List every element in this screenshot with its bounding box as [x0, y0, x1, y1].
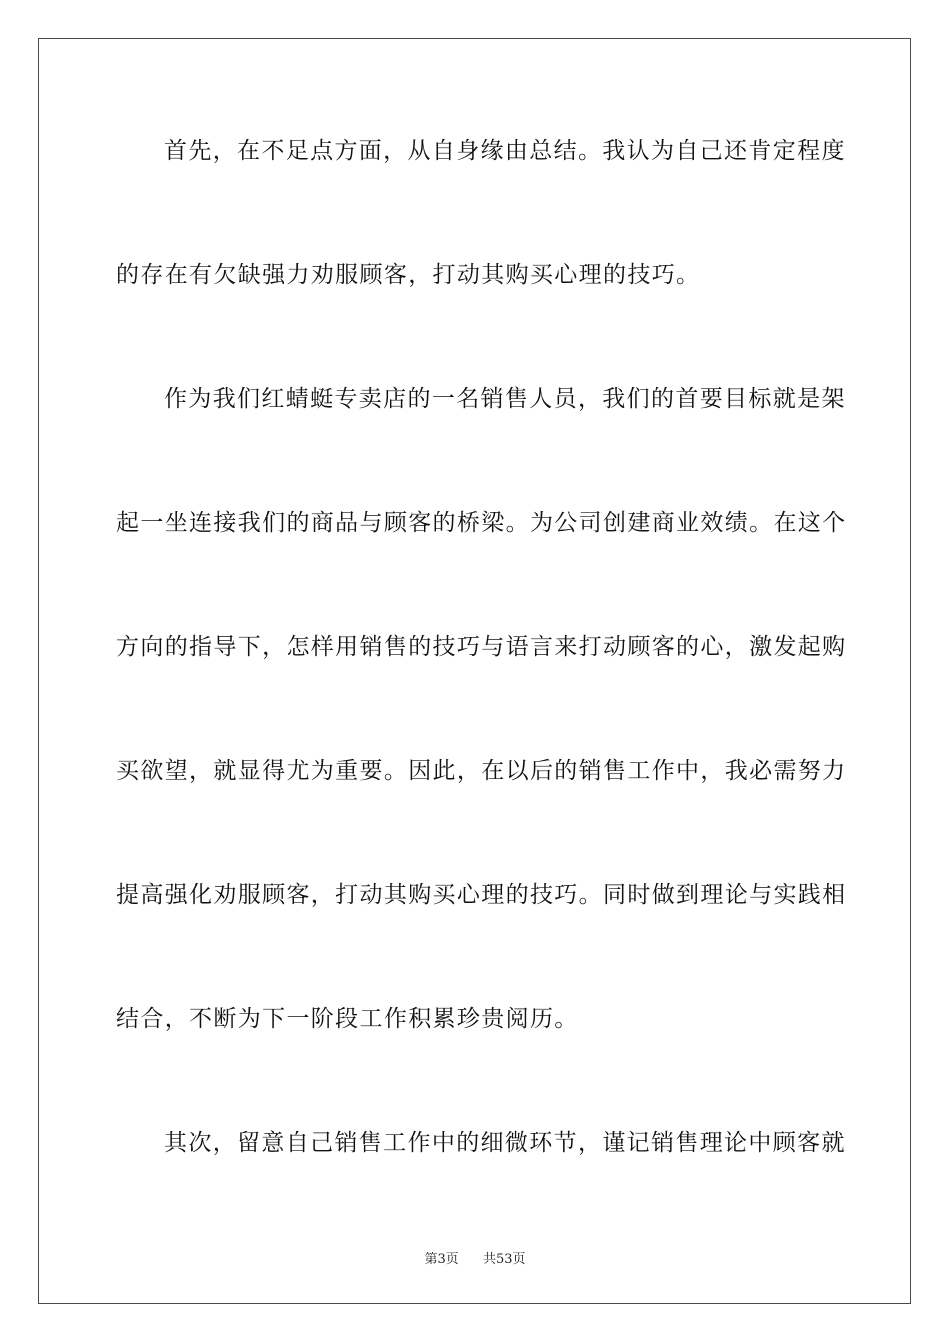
paragraph-line: 其次，留意自己销售工作中的细微环节，谨记销售理论中顾客就	[164, 1130, 846, 1156]
paragraph-line: 起一坐连接我们的商品与顾客的桥梁。为公司创建商业效绩。在这个	[116, 510, 847, 536]
page-number: 第3页	[424, 1252, 459, 1267]
page-border	[38, 38, 911, 1304]
paragraph-line: 作为我们红蜻蜓专卖店的一名销售人员，我们的首要目标就是架	[164, 386, 846, 412]
paragraph-line: 买欲望，就显得尤为重要。因此，在以后的销售工作中，我必需努力	[116, 758, 847, 784]
paragraph-line: 方向的指导下，怎样用销售的技巧与语言来打动顾客的心，激发起购	[116, 634, 847, 660]
paragraph-line: 首先，在不足点方面，从自身缘由总结。我认为自己还肯定程度	[164, 138, 846, 164]
page-total: 共53页	[483, 1252, 526, 1267]
page-footer	[0, 1248, 950, 1267]
paragraph-line: 结合，不断为下一阶段工作积累珍贵阅历。	[116, 1006, 579, 1032]
paragraph-line: 的存在有欠缺强力劝服顾客，打动其购买心理的技巧。	[116, 262, 701, 288]
paragraph-line: 提高强化劝服顾客，打动其购买心理的技巧。同时做到理论与实践相	[116, 882, 847, 908]
